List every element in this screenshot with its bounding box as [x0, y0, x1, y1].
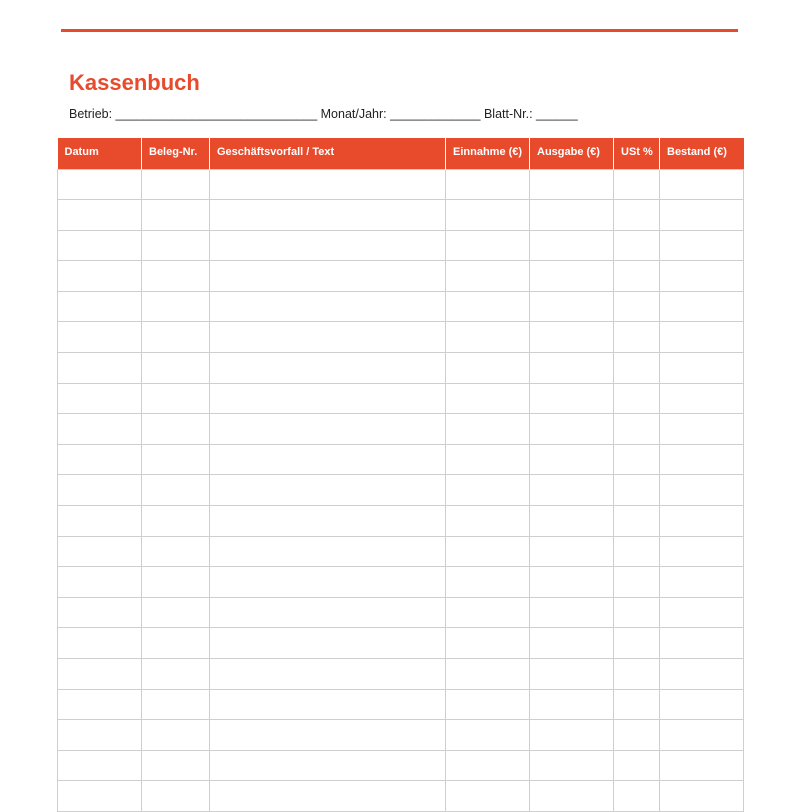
table-cell	[142, 200, 210, 231]
table-cell	[446, 230, 530, 261]
table-cell	[530, 169, 614, 200]
table-cell	[446, 597, 530, 628]
table-row	[58, 169, 744, 200]
table-cell	[530, 750, 614, 781]
table-row	[58, 200, 744, 231]
table-cell	[210, 567, 446, 598]
table-cell	[446, 444, 530, 475]
column-header-ausgabe: Ausgabe (€)	[530, 138, 614, 169]
table-cell	[614, 506, 660, 537]
table-cell	[446, 200, 530, 231]
table-cell	[446, 689, 530, 720]
table-cell	[614, 383, 660, 414]
table-cell	[660, 291, 744, 322]
table-cell	[58, 628, 142, 659]
table-cell	[210, 475, 446, 506]
table-row	[58, 414, 744, 445]
table-cell	[530, 659, 614, 690]
table-cell	[58, 230, 142, 261]
table-cell	[58, 353, 142, 384]
table-cell	[660, 414, 744, 445]
table-cell	[58, 383, 142, 414]
table-cell	[660, 322, 744, 353]
table-cell	[210, 291, 446, 322]
table-cell	[660, 567, 744, 598]
table-cell	[530, 781, 614, 812]
table-row	[58, 506, 744, 537]
header-fields-line: Betrieb: _____________________________ Monat/Jahr: _____________ Blatt-Nr.: ______	[69, 107, 578, 121]
table-cell	[614, 781, 660, 812]
table-cell	[58, 444, 142, 475]
table-cell	[58, 536, 142, 567]
table-cell	[614, 536, 660, 567]
table-cell	[446, 414, 530, 445]
table-cell	[530, 506, 614, 537]
table-row	[58, 353, 744, 384]
table-row	[58, 383, 744, 414]
table-row	[58, 689, 744, 720]
table-cell	[142, 291, 210, 322]
table-cell	[58, 689, 142, 720]
table-cell	[530, 261, 614, 292]
table-cell	[660, 261, 744, 292]
table-cell	[58, 322, 142, 353]
table-cell	[142, 597, 210, 628]
table-cell	[446, 291, 530, 322]
table-cell	[614, 414, 660, 445]
table-cell	[446, 659, 530, 690]
table-cell	[614, 567, 660, 598]
table-cell	[446, 628, 530, 659]
table-row	[58, 536, 744, 567]
table-cell	[58, 781, 142, 812]
table-row	[58, 567, 744, 598]
table-row	[58, 261, 744, 292]
table-cell	[614, 628, 660, 659]
table-cell	[530, 475, 614, 506]
table-cell	[210, 628, 446, 659]
table-cell	[614, 200, 660, 231]
table-cell	[446, 353, 530, 384]
table-cell	[660, 628, 744, 659]
table-cell	[142, 475, 210, 506]
table-cell	[614, 720, 660, 751]
table-cell	[530, 200, 614, 231]
table-cell	[660, 506, 744, 537]
table-cell	[446, 750, 530, 781]
column-header-geschaeftsvorfall: Geschäftsvorfall / Text	[210, 138, 446, 169]
table-cell	[660, 169, 744, 200]
table-cell	[210, 720, 446, 751]
table-cell	[142, 781, 210, 812]
table-cell	[614, 230, 660, 261]
table-cell	[210, 200, 446, 231]
table-cell	[530, 230, 614, 261]
table-cell	[530, 444, 614, 475]
table-cell	[614, 322, 660, 353]
table-cell	[446, 567, 530, 598]
table-cell	[446, 475, 530, 506]
table-cell	[530, 291, 614, 322]
table-body	[58, 169, 744, 811]
table-cell	[660, 750, 744, 781]
table-cell	[446, 781, 530, 812]
table-cell	[614, 689, 660, 720]
table-cell	[142, 689, 210, 720]
table-cell	[142, 536, 210, 567]
column-header-datum: Datum	[58, 138, 142, 169]
table-cell	[142, 383, 210, 414]
column-header-einnahme: Einnahme (€)	[446, 138, 530, 169]
table-cell	[530, 689, 614, 720]
table-cell	[210, 781, 446, 812]
page-title: Kassenbuch	[69, 70, 200, 95]
table-cell	[210, 689, 446, 720]
table-cell	[530, 536, 614, 567]
table-cell	[142, 720, 210, 751]
table-cell	[530, 628, 614, 659]
table-cell	[530, 414, 614, 445]
table-cell	[58, 475, 142, 506]
table-cell	[446, 720, 530, 751]
table-cell	[142, 322, 210, 353]
table-row	[58, 628, 744, 659]
table-cell	[530, 567, 614, 598]
table-row	[58, 720, 744, 751]
table-row	[58, 322, 744, 353]
table-row	[58, 750, 744, 781]
table-cell	[446, 322, 530, 353]
table-cell	[660, 597, 744, 628]
table-cell	[614, 597, 660, 628]
table-cell	[142, 659, 210, 690]
table-cell	[210, 383, 446, 414]
table-cell	[210, 536, 446, 567]
table-cell	[142, 444, 210, 475]
table-header-row	[58, 138, 744, 169]
table-row	[58, 597, 744, 628]
table-cell	[446, 261, 530, 292]
table-cell	[142, 567, 210, 598]
table-cell	[446, 536, 530, 567]
table-cell	[660, 536, 744, 567]
table-cell	[446, 506, 530, 537]
table-cell	[614, 444, 660, 475]
column-header-ust: USt %	[614, 138, 660, 169]
table-cell	[614, 353, 660, 384]
table-cell	[142, 353, 210, 384]
table-cell	[530, 322, 614, 353]
table-cell	[142, 628, 210, 659]
table-cell	[142, 261, 210, 292]
table-cell	[58, 169, 142, 200]
table-row	[58, 291, 744, 322]
table-cell	[142, 506, 210, 537]
table-cell	[614, 475, 660, 506]
table-cell	[660, 200, 744, 231]
table-cell	[210, 597, 446, 628]
table-cell	[58, 506, 142, 537]
table-row	[58, 659, 744, 690]
table-cell	[614, 261, 660, 292]
table-cell	[660, 444, 744, 475]
table-cell	[660, 689, 744, 720]
table-cell	[660, 781, 744, 812]
table-cell	[660, 475, 744, 506]
table-cell	[58, 200, 142, 231]
table-cell	[210, 353, 446, 384]
table-cell	[142, 169, 210, 200]
table-cell	[660, 383, 744, 414]
table-cell	[210, 444, 446, 475]
table-cell	[210, 750, 446, 781]
table-cell	[58, 567, 142, 598]
table-cell	[446, 169, 530, 200]
table-cell	[58, 659, 142, 690]
cash-book-table	[57, 138, 744, 812]
table-cell	[614, 291, 660, 322]
table-cell	[142, 414, 210, 445]
table-cell	[660, 353, 744, 384]
table-cell	[660, 659, 744, 690]
table-cell	[58, 414, 142, 445]
table-row	[58, 781, 744, 812]
table-cell	[530, 353, 614, 384]
table-row	[58, 475, 744, 506]
table-cell	[446, 383, 530, 414]
table-cell	[530, 720, 614, 751]
table-row	[58, 444, 744, 475]
table-cell	[210, 322, 446, 353]
table-cell	[210, 506, 446, 537]
table-cell	[660, 230, 744, 261]
table-cell	[58, 720, 142, 751]
table-row	[58, 230, 744, 261]
table-cell	[614, 169, 660, 200]
table-cell	[210, 169, 446, 200]
table-cell	[614, 659, 660, 690]
table-cell	[58, 291, 142, 322]
table-cell	[142, 230, 210, 261]
table-cell	[210, 261, 446, 292]
column-header-beleg-nr: Beleg-Nr.	[142, 138, 210, 169]
top-rule	[61, 29, 738, 32]
table-cell	[530, 383, 614, 414]
table-cell	[210, 230, 446, 261]
table-cell	[660, 720, 744, 751]
table-cell	[614, 750, 660, 781]
table-cell	[210, 414, 446, 445]
table-cell	[58, 750, 142, 781]
column-header-bestand: Bestand (€)	[660, 138, 744, 169]
table-cell	[210, 659, 446, 690]
table-cell	[58, 261, 142, 292]
table-cell	[58, 597, 142, 628]
table-cell	[530, 597, 614, 628]
table-cell	[142, 750, 210, 781]
